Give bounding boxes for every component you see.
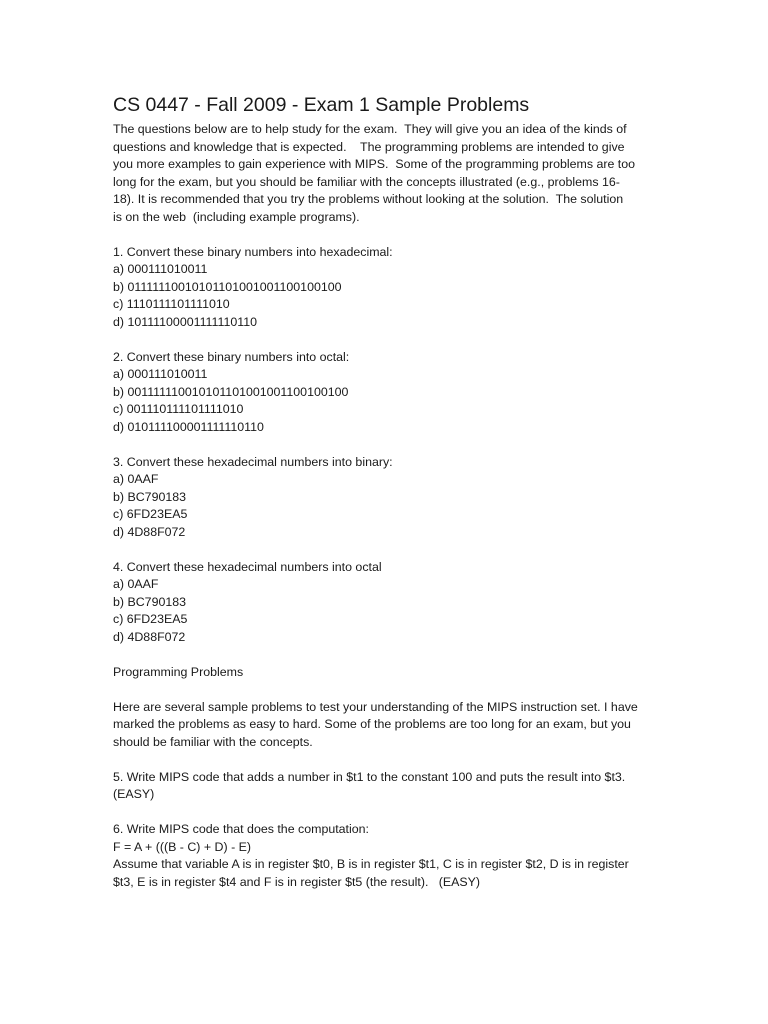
question-item: c) 6FD23EA5	[113, 507, 188, 521]
intro-line: is on the web (including example programs).	[113, 209, 360, 224]
programming-intro-line: Here are several sample problems to test your understanding of the MIPS instruction set. I have	[113, 699, 638, 714]
question-line: $t3, E is in register $t4 and F is in register $t5 (the result). (EASY)	[113, 874, 481, 889]
question-line: 6. Write MIPS code that does the computation:	[113, 822, 369, 836]
question-line: (EASY)	[113, 787, 155, 801]
programming-intro-line: marked the problems as easy to hard. Some of the problems are too long for an exam, but you	[113, 717, 631, 731]
question-2	[113, 349, 658, 437]
intro-line: long for the exam, but you should be familiar with the concepts illustrated (e.g., problems 16-	[113, 174, 620, 189]
question-line: Assume that variable A is in register $t0, B is in register $t1, C is in register $t2, D is in register	[113, 857, 629, 871]
programming-intro-line: should be familiar with the concepts.	[113, 734, 313, 749]
question-item: b) 00111111001010110100100110010010​0	[113, 384, 349, 399]
question-5	[113, 769, 658, 804]
question-heading: 3. Convert these hexadecimal numbers into binary:	[113, 454, 393, 469]
question-item: c) 1110111101111010	[113, 297, 230, 311]
section-heading: Programming Problems	[113, 664, 244, 679]
question-item: a) 0AAF	[113, 472, 159, 486]
question-item: b) 01111110010101101001001100100100	[113, 279, 342, 294]
question-6	[113, 821, 658, 891]
question-4	[113, 559, 658, 647]
intro-line: questions and knowledge that is expected. The programming problems are intended to give	[113, 139, 625, 154]
question-item: a) 000111010011	[113, 262, 208, 276]
question-item: d) 4D88F072	[113, 524, 186, 539]
question-item: d) 10111100001111110110	[113, 314, 257, 329]
question-heading: 4. Convert these hexadecimal numbers into octal	[113, 559, 382, 574]
intro-line: 18). It is recommended that you try the problems without looking at the solution. The solution	[113, 192, 624, 206]
question-heading: 2. Convert these binary numbers into octal:	[113, 349, 350, 364]
question-3	[113, 454, 658, 542]
question-item: c) 6FD23EA5	[113, 612, 188, 626]
document-page	[113, 92, 658, 891]
question-item: b) BC790183	[113, 594, 187, 609]
question-heading: 1. Convert these binary numbers into hexadecimal:	[113, 244, 393, 259]
question-item: a) 000111010011	[113, 367, 208, 381]
intro-line: you more examples to gain experience with MIPS. Some of the programming problems are too	[113, 157, 636, 171]
intro-line: The questions below are to help study for the exam. They will give you an idea of the kinds of	[113, 122, 627, 136]
question-item: c) 001110111101111010	[113, 402, 244, 416]
question-1	[113, 244, 658, 332]
question-line: 5. Write MIPS code that adds a number in $t1 to the constant 100 and puts the result into $t3.	[113, 769, 626, 784]
question-item: b) BC790183	[113, 489, 187, 504]
question-item: a) 0AAF	[113, 577, 159, 591]
programming-intro	[113, 699, 658, 752]
question-item: d) 4D88F072	[113, 629, 186, 644]
question-item: d) 010111100001111110110	[113, 419, 264, 434]
intro-paragraph	[113, 121, 658, 226]
page-title: CS 0447 - Fall 2009 - Exam 1 Sample Problems	[113, 94, 530, 116]
question-line: F = A + (((B - C) + D) - E)	[113, 839, 252, 854]
